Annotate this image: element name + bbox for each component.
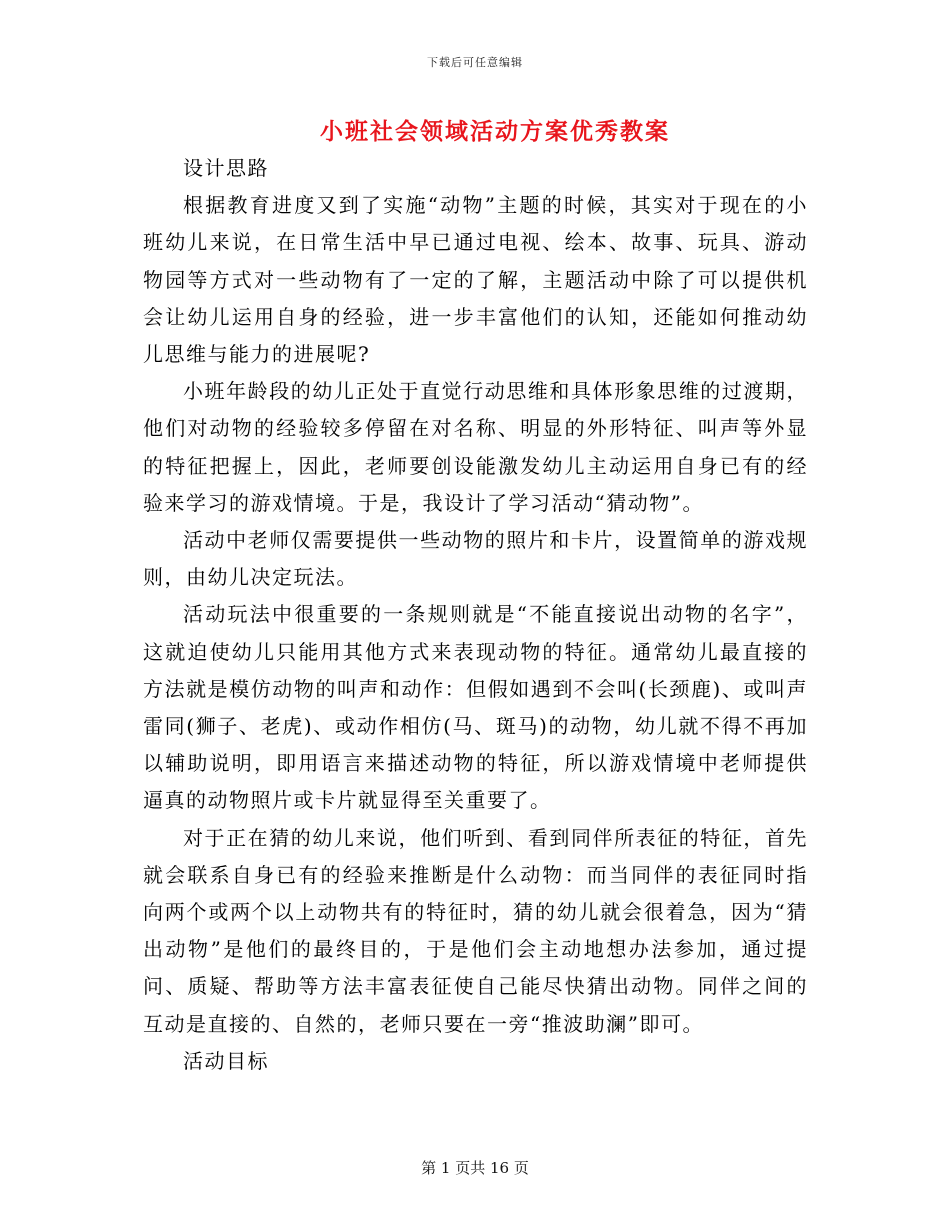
page-header: 下载后可任意编辑 xyxy=(427,56,523,69)
section-heading-goals: 活动目标 xyxy=(183,1048,269,1073)
section-heading-design: 设计思路 xyxy=(183,156,269,180)
paragraph: 活动玩法中很重要的一条规则就是“不能直接说出动物的名字”，这就迫使幼儿只能用其他方式来表现动物的特征。通常幼儿最直接的方法就是模仿动物的叫声和动作：但假如遇到不会叫(长颈鹿)、或叫声雷同(狮子、老虎)、或动作相仿(马、斑马)的动物，幼儿就不得不再加以辅助说明，即用语言来描述动物的特征，所以游戏情境中老师提供逼真的动物照片或卡片就显得至关重要了。 xyxy=(143,602,808,813)
page-footer: 第 1 页共 16 页 xyxy=(421,1159,529,1177)
document-body xyxy=(143,150,808,1080)
paragraph: 根据教育进度又到了实施“动物”主题的时候，其实对于现在的小班幼儿来说，在日常生活中早已通过电视、绘本、故事、玩具、游动物园等方式对一些动物有了一定的了解，主题活动中除了可以提供机会让幼儿运用自身的经验，进一步丰富他们的认知，还能如何推动幼儿思维与能力的进展呢? xyxy=(143,193,808,367)
paragraph: 对于正在猜的幼儿来说，他们听到、看到同伴所表征的特征，首先就会联系自身已有的经验来推断是什么动物：而当同伴的表征同时指向两个或两个以上动物共有的特征时，猜的幼儿就会很着急，因为“猜出动物”是他们的最终目的，于是他们会主动地想办法参加，通过提问、质疑、帮助等方法丰富表征使自己能尽快猜出动物。同伴之间的互动是直接的、自然的，老师只要在一旁“推波助澜”即可。 xyxy=(143,825,808,1036)
document-title: 小班社会领域活动方案优秀教案 xyxy=(320,118,670,145)
paragraph: 小班年龄段的幼儿正处于直觉行动思维和具体形象思维的过渡期，他们对动物的经验较多停留在对名称、明显的外形特征、叫声等外显的特征把握上，因此，老师要创设能激发幼儿主动运用自身已有的经验来学习的游戏情境。于是，我设计了学习活动“猜动物”。 xyxy=(143,379,808,515)
paragraph: 活动中老师仅需要提供一些动物的照片和卡片，设置简单的游戏规则，由幼儿决定玩法。 xyxy=(143,528,808,590)
